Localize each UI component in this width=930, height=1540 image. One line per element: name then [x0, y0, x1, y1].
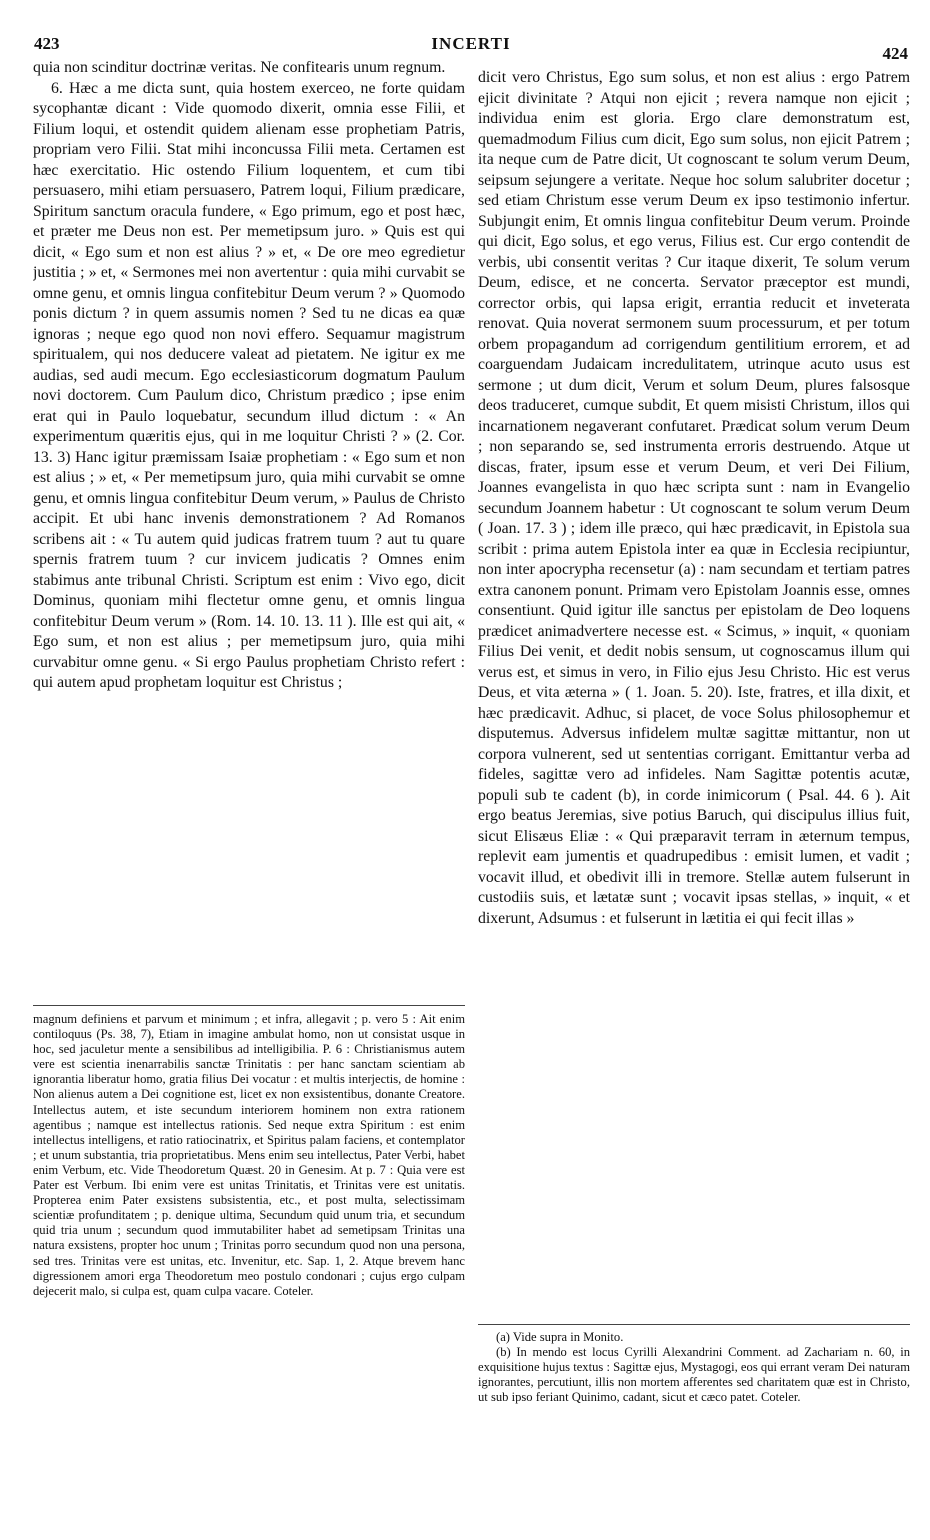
footnote-a: (a) Vide supra in Monito. [496, 1330, 624, 1344]
footnote-text: magnum definiens et parvum et minimum ; et infra, allegavit ; p. vero 5 : Ait enim contiloquus (Ps. 38, 7), Etiam in imagine ambulat homo, non ut consistat usque in hoc, sed jaculetur mente a sensibilibus ad intelligibilia. P. 6 : Christianismus autem vere est scientia inenarrabilis sanctæ Trinitatis : per hanc sanctam scientiam ab ignorantia liberatur homo, gratia filius Dei vocatur : et multis interjectis, de homine : Non alienus autem a Dei cognitione est, licet ex non exsistentibus, donante Creatore. Intellectus autem, et iste secundum interiorem hominem non extra rationem agentibus ; namque est intellectus rationis. Sed neque extra Spiritum : est enim intellectus intelligens, et ratio ratiocinatrix, et Spiritus palam faciens, et contemplator ; et unum substantia, tria proprietatibus. Mens enim seu intellectus, Pater Verbi, habet enim Verbum, etc. Vide Theodoretum Quæst. 20 in Genesim. At p. 7 : Quia vere est Pater est Verbum. Ibi enim vere est unitas Trinitatis, et Trinitas vere est unitatis. Propterea enim Pater exsistens subsistentia, etc., et post multa, selectissimam scientiæ profunditatem ; p. denique ultima, Secundum quid unum tria, et secundum quid tria unum ; secundum quod immutabiliter habet ad semetipsam Trinitas una natura exsistens, propter hoc unum ; Trinitas porro secundum quod non una persona, sed tres. Trinitas vere est unitas, etc. Invenitur, etc. Sap. 1, 2. Atque brevem hanc digressionem amori erga Theodoretum meo postulo condonari ; cujus ergo culpam dejecerit malo, si culpa est, quam culpa vacare. Coteler. [33, 1012, 465, 1298]
left-column-text [33, 58, 465, 1000]
footnote-b: (b) In mendo est locus Cyrilli Alexandrini Comment. ad Zachariam n. 60, in exquisitione hujus textus : Sagittæ ejus, Mystagogi, eos qui errant veram Dei naturam ignorantes, percutiunt, illis non mortem afferentes sed charitatem quæ est in Christo, ut sub ipso feriant Quinimo, cadant, sicut et cæco patet. Coteler. [478, 1345, 910, 1405]
footnote-divider-right [478, 1324, 910, 1325]
page-number-right: 424 [882, 44, 908, 63]
footnotes-right [478, 1330, 910, 1480]
footnotes-left [33, 1012, 465, 1522]
right-column-text [478, 68, 910, 1320]
left-paragraph: quia non scinditur doctrinæ veritas. Ne confitearis unum regnum. [33, 59, 446, 76]
right-paragraph: dicit vero Christus, Ego sum solus, et non est alius : ergo Patrem ejicit divinitate ? Atqui non ejicit ; revera namque non ejicit ; individua enim est gloria. Ergo clare demonstratum est, quemadmodum Filius cum dicit, Ego sum solus, non ejicit Patrem ; ita neque cum de Patre dicit, Ut cognoscant te solum verum Deum, seipsum sejungere a veritate. Neque hoc solum salubriter docetur ; sed etiam Christum esse verum Deum ex ipso testimonio infertur. Subjungit enim, Et omnis lingua confitebitur Deum verum. Proinde qui dicit, Ego solus, et ego verus, Filius est. Cur ergo contendit de verbis, ubi consentit veritas ? Cur itaque dixerit, Te solum verum Deum, edisce, et ne concerta. Servator præceptor est mundi, corrector orbis, qui lapsa erigit, errantia reducit et inveterata renovat. Quia noverat sermonem suum processurum, et per totum orbem propagandum ad corrigendum gentilitium errorem, et ad coarguendam Judaicam incredulitatem, utrinque acuto usus est sermone ; ut dum dicit, Verum et solum Deum, plures falsosque deos traduceret, cumque subdit, Et quem misisti Christum, illos qui incarnationem negaverant confutaret. Prædicat solum verum Deum ; non separando se, sed instrumenta erroris destruendo. Atque ut discas, frater, ipsum esse et verum Deum, et veri Dei Filium, Joannes evangelista in quo hæc scripta sunt : nam in Evangelio secundum Joannem habetur : Ut cognoscant te solum verum Deum ( Joan. 17. 3 ) ; idem ille præco, qui hæc prædicavit, in Epistola sua scribit : prima autem Epistola inter ea quæ in Ecclesia recipiuntur, non inter apocrypha recensetur (a) : nam secundam et tertiam patres extra canonem ponunt. Primam vero Epistolam Joannis esse, omnes consentiunt. Quid igitur ille sanctus per epistolam de Deo loquens prædicet animadvertere necesse est. « Scimus, » inquit, « quoniam Filius Dei venit, et dedit nobis sensum, ut cognoscamus illum qui verus est, et simus in vero, in Filio ejus Jesu Christo. Hic est verus Deus, et vita æterna » ( 1. Joan. 5. 20). Iste, fratres, et illa dixit, et hæc prædicavit. Adhuc, si placet, de voce Solus philosophemur et disputemus. Adversus infidelem multæ sagittæ mittantur, non ut corpora vulnerent, sed ut sententias corrigant. Emittantur verba ad fideles, sagittæ vero ad infideles. Nam Sagittæ potentis acutæ, populi sub te cadent (b), in corde inimicorum ( Psal. 44. 6 ). Ait ergo beatus Jeremias, sive potius Baruch, qui discipulus illius fuit, sicut Elisæus Eliæ : « Qui præparavit terram in æternum tempus, replevit eam jumentis et quadrupedibus : emisit lumen, et vadit ; vocavit illud, et obedivit illi in tremore. Stellæ autem fulserunt in custodiis suis, et lætatæ sunt ; vocavit ipsas stellas, » inquit, « et dixerunt, Adsumus : et fulserunt in lætitia ei qui fecit illas » [478, 69, 910, 927]
footnote-divider-left [33, 1005, 465, 1006]
left-paragraph: 6. Hæc a me dicta sunt, quia hostem exerceo, ne forte quidam sycophantæ dicant : Vide quomodo dixerit, omnia esse Filii, et Filium loqui, et ostendit quidem alienam esse prophetiam Patris, propriam vero Filii. Stat mihi inconcussa Filii meta. Certamen est hæc exercitatio. Hic ostendo Filium loquentem, et cum tibi persuasero, mihi etiam persuasero, Patrem loqui, Filium prædicare, Spiritum sanctum oracula fundere, « Ego primum, ego et post hæc, et præter me Deus non est. Per memetipsum juro. » Quis est qui dicit, « Ego sum et non est alius ? » et, « De ore meo egredietur justitia ; » et, « Sermones mei non avertentur : quia mihi curvabit se omne genu, et omnis lingua confitebitur Deum verum ? » Quomodo ponis dictum ? in quem assumis nomen ? Sed tu ne dicas ea quæ ignoras ; neque ego quod non novi effero. Sequamur magistrum spiritualem, qui nos deducere valeat ad pietatem. Ne igitur ex me audias, sed audi mecum. Ego ecclesiasticorum dogmatum Paulum novi doctorem. Cum Paulum dico, Christum prædico ; ipse enim erat qui in Paulo loquebatur, secundum illud dictum : « An experimentum quæritis ejus, qui in me loquitur Christi ? » (2. Cor. 13. 3) Hanc igitur præmissam Isaiæ prophetiam : « Ego sum et non est alius ; » et, « Per memetipsum juro, quia mihi curvabit se omne genu, et omnis lingua confitebitur Deum verum, » Paulus de Christo accipit. Et ubi hanc invenis demonstrationem ? Ad Romanos scribens ait : « Tu autem quid judicas fratrem tuum ? aut tu quare spernis fratrem tuum ? cur invicem judicatis ? Omnes enim stabimus ante tribunal Christi. Scriptum est enim : Vivo ego, dicit Dominus, quoniam mihi flectetur omne genu, et omnis lingua confitebitur Deum verum » (Rom. 14. 10. 13. 11 ). Ille est qui ait, « Ego sum, et non est alius ; per memetipsum juro, quia mihi curvabitur omne genu. « Si ergo Paulus prophetiam Christo refert : qui autem apud prophetam loquitur est Christus ; [33, 79, 465, 691]
running-title: INCERTI [431, 34, 511, 53]
page-number-left: 423 [34, 34, 60, 53]
